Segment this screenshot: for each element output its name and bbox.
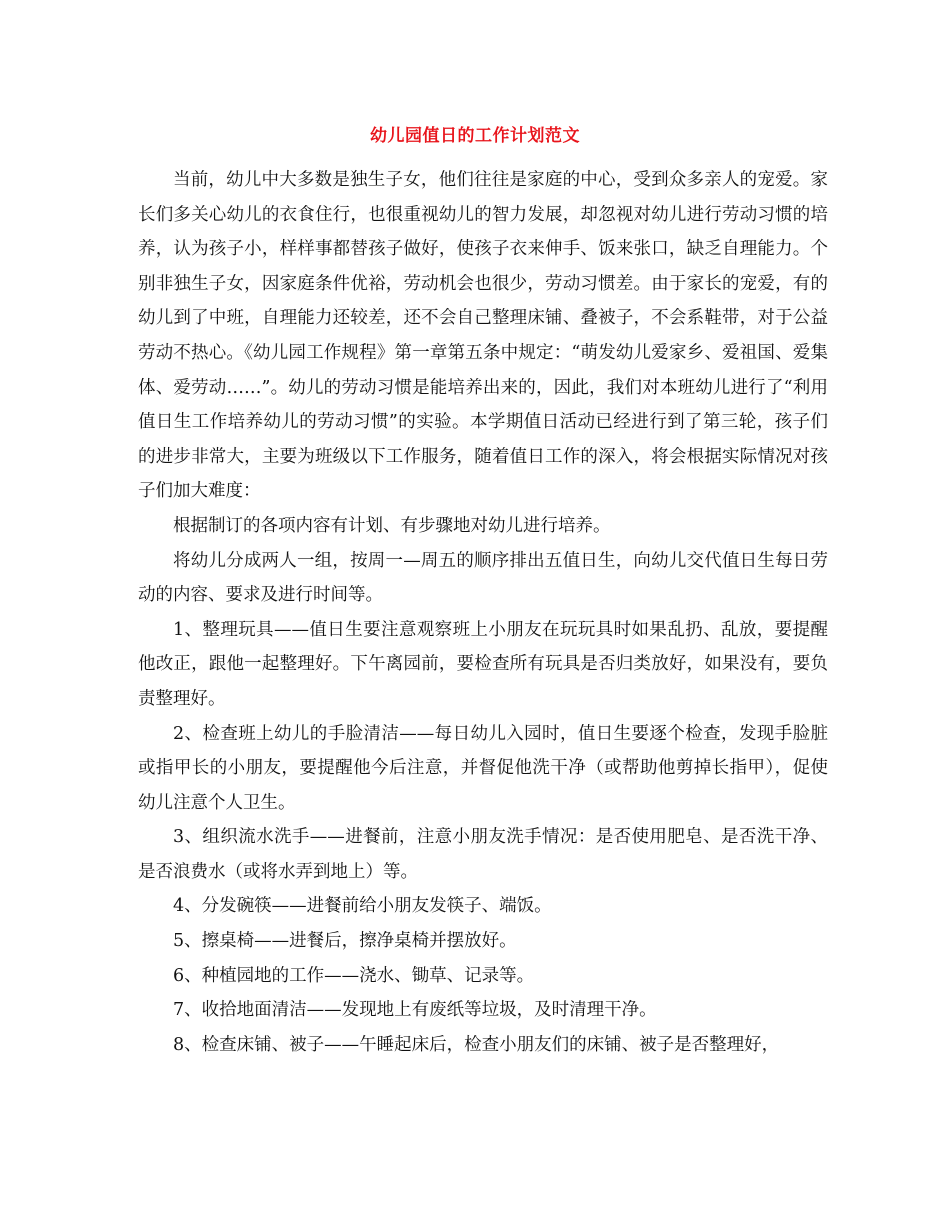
paragraph: 3、组织流水洗手——进餐前，注意小朋友洗手情况：是否使用肥皂、是否洗干净、是否浪费水（或将水弄到地上）等。 xyxy=(138,827,828,882)
paragraph: 当前，幼儿中大多数是独生子女，他们往往是家庭的中心，受到众多亲人的宠爱。家长们多关心幼儿的衣食住行，也很重视幼儿的智力发展，却忽视对幼儿进行劳动习惯的培养，认为孩子小，样样事都替孩子做好，使孩子衣来伸手、饭来张口，缺乏自理能力。个别非独生子女，因家庭条件优裕，劳动机会也很少，劳动习惯差。由于家长的宠爱，有的幼儿到了中班，自理能力还较差，还不会自己整理床铺、叠被子，不会系鞋带，对于公益劳动不热心。《幼儿园工作规程》第一章第五条中规定：“萌发幼儿爱家乡、爱祖国、爱集体、爱劳动……”。幼儿的劳动习惯是能培养出来的，因此，我们对本班幼儿进行了“利用值日生工作培养幼儿的劳动习惯”的实验。本学期值日活动已经进行到了第三轮，孩子们的进步非常大，主要为班级以下工作服务，随着值日工作的深入，将会根据实际情况对孩子们加大难度： xyxy=(138,170,828,502)
paragraph: 根据制订的各项内容有计划、有步骤地对幼儿进行培养。 xyxy=(173,515,611,536)
paragraph: 6、种植园地的工作——浇水、锄草、记录等。 xyxy=(173,965,535,986)
paragraph: 2、检查班上幼儿的手脸清洁——每日幼儿入园时，值日生要逐个检查，发现手脸脏或指甲长的小朋友，要提醒他今后注意，并督促他洗干净（或帮助他剪掉长指甲），促使幼儿注意个人卫生。 xyxy=(138,723,828,813)
paragraph: 4、分发碗筷——进餐前给小朋友发筷子、端饭。 xyxy=(173,896,552,917)
paragraph: 1、整理玩具——值日生要注意观察班上小朋友在玩玩具时如果乱扔、乱放，要提醒他改正，跟他一起整理好。下午离园前，要检查所有玩具是否归类放好，如果没有，要负责整理好。 xyxy=(138,619,828,709)
paragraph: 5、擦桌椅——进餐后，擦净桌椅并摆放好。 xyxy=(173,931,517,952)
document-body xyxy=(138,163,828,1062)
document-title: 幼儿园值日的工作计划范文 xyxy=(370,126,580,146)
paragraph: 7、收拾地面清洁——发现地上有废纸等垃圾，及时清理干净。 xyxy=(173,1000,657,1021)
paragraph: 将幼儿分成两人一组，按周一—周五的顺序排出五值日生，向幼儿交代值日生每日劳动的内容、要求及进行时间等。 xyxy=(138,550,828,606)
paragraph: 8、检查床铺、被子——午睡起床后，检查小朋友们的床铺、被子是否整理好， xyxy=(173,1034,780,1055)
